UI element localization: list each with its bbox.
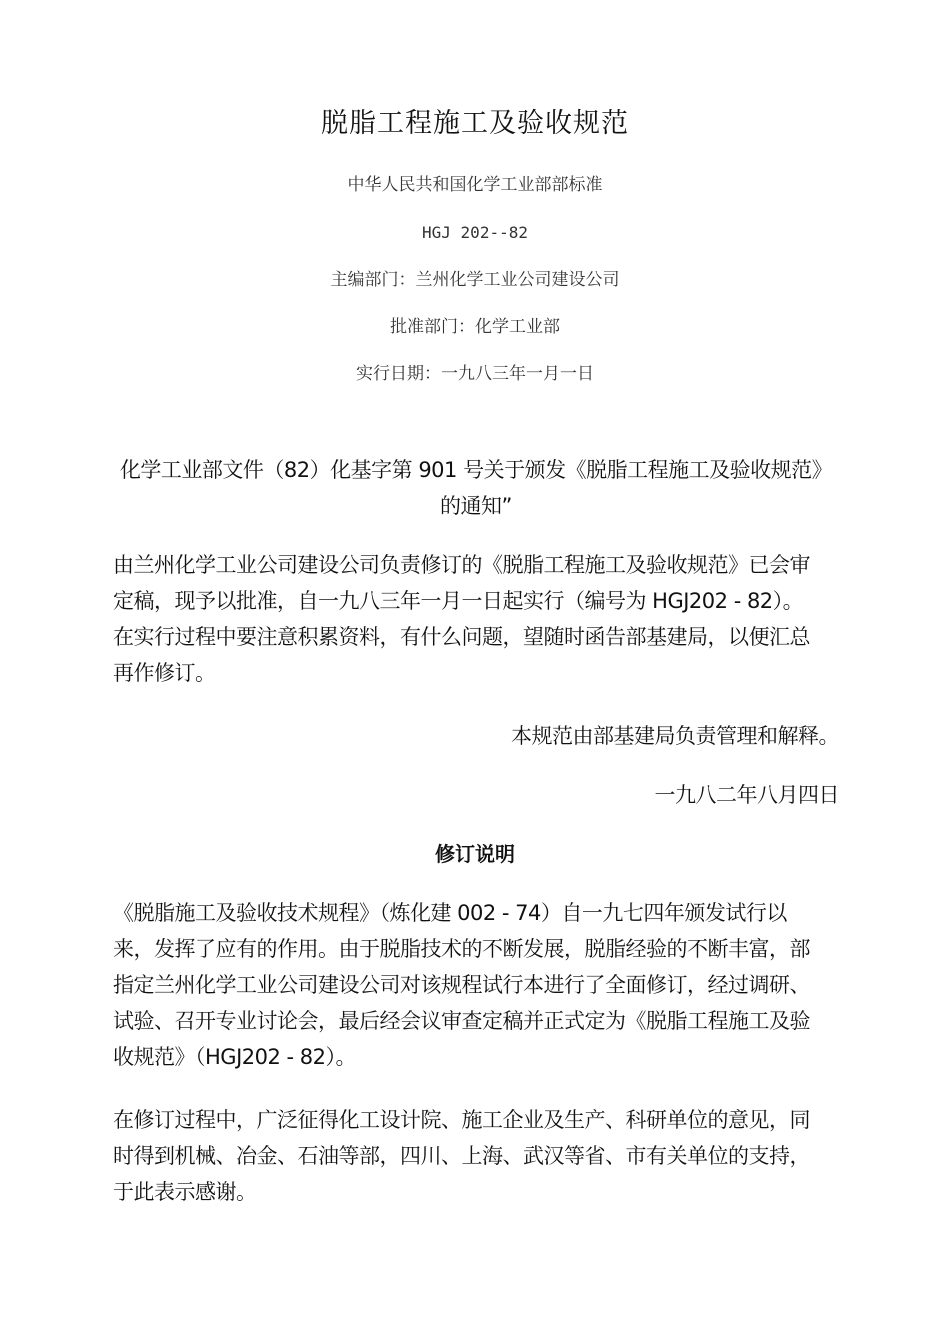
revision-paragraph-1: [113, 895, 839, 1075]
revision-line: 《脱脂施工及验收技术规程》（炼化建 002 - 74）自一九七四年颁发试行以: [113, 901, 787, 925]
notice-body-line: 定稿，现予以批准，自一九八三年一月一日起实行（编号为 HGJ202 - 82）。: [113, 589, 804, 613]
notice-body: [113, 547, 839, 691]
notice-date: 一九八二年八月四日: [654, 783, 839, 807]
editor-department: 主编部门：兰州化学工业公司建设公司: [330, 270, 620, 290]
notice-body-line: 在实行过程中要注意积累资料，有什么问题，望随时函告部基建局，以便汇总: [113, 625, 810, 649]
notice-body-line: 由兰州化学工业公司建设公司负责修订的《脱脂工程施工及验收规范》已会审: [113, 553, 810, 577]
revision-line: 试验、召开专业讨论会，最后经会议审查定稿并正式定为《脱脂工程施工及验: [113, 1009, 810, 1033]
revision-paragraph-2: [113, 1102, 839, 1210]
revision-line: 指定兰州化学工业公司建设公司对该规程试行本进行了全面修订，经过调研、: [113, 973, 810, 997]
standard-code: HGJ 202--82: [422, 223, 528, 242]
notice-title-line: 化学工业部文件（82）化基字第 901 号关于颁发《脱脂工程施工及验收规范》: [119, 458, 833, 482]
notice-body-line: 再作修订。: [113, 661, 216, 685]
revision-line: 收规范》（HGJ202 - 82）。: [113, 1045, 356, 1069]
document-title: 脱脂工程施工及验收规范: [321, 108, 629, 139]
revision-line: 来，发挥了应有的作用。由于脱脂技术的不断发展，脱脂经验的不断丰富，部: [113, 937, 810, 961]
revision-line: 时得到机械、冶金、石油等部，四川、上海、武汉等省、市有关单位的支持，: [113, 1144, 810, 1168]
approver-department: 批准部门：化学工业部: [390, 317, 560, 337]
notice-title-line: 的通知”: [440, 494, 512, 518]
revision-heading: 修订说明: [435, 842, 515, 866]
revision-line: 于此表示感谢。: [113, 1180, 257, 1204]
management-statement: 本规范由部基建局负责管理和解释。: [511, 724, 839, 748]
standard-line: 中华人民共和国化学工业部部标准: [347, 175, 603, 195]
effective-date: 实行日期：一九八三年一月一日: [356, 364, 594, 384]
notice-title: [113, 452, 839, 524]
revision-line: 在修订过程中，广泛征得化工设计院、施工企业及生产、科研单位的意见，同: [113, 1108, 810, 1132]
